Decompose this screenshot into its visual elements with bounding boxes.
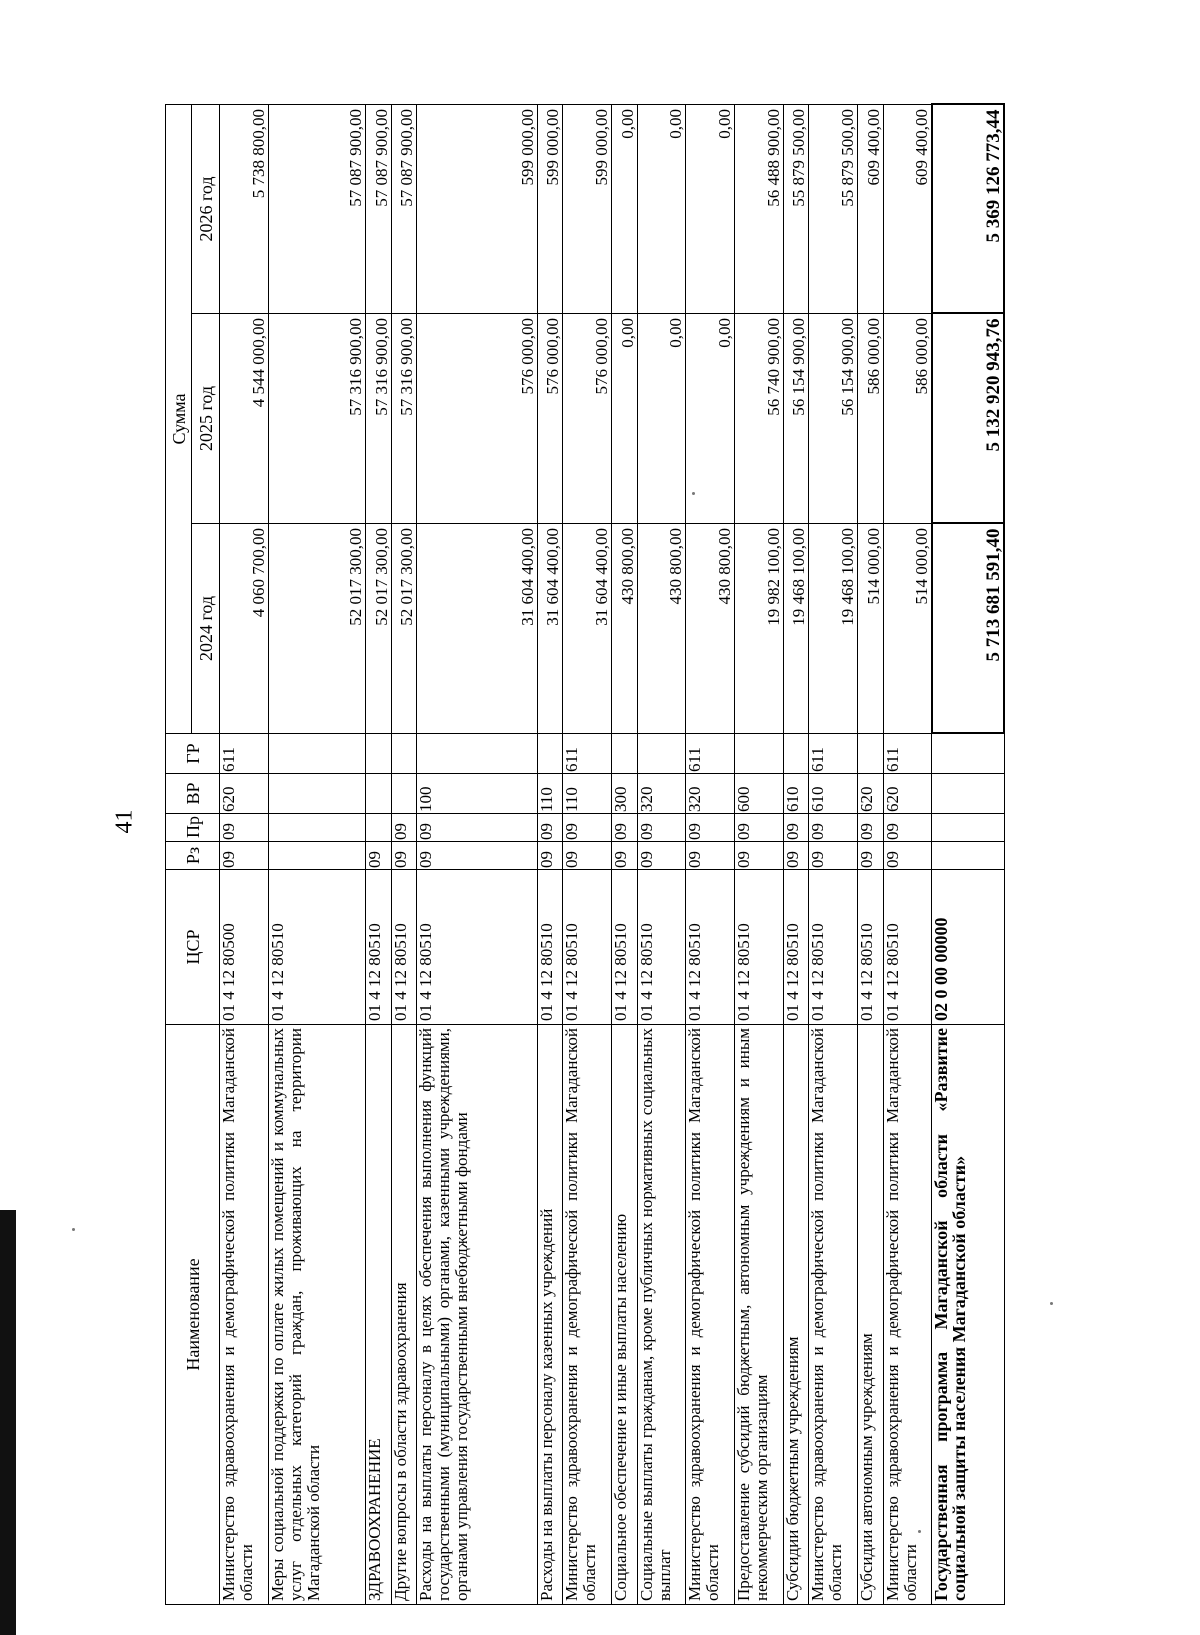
row-name-cell: Расходы на выплаты персоналу казенных учреждений <box>538 1025 563 1605</box>
row-vr-cell <box>391 774 416 814</box>
row-name-cell: Субсидии бюджетным учреждениям <box>783 1025 808 1605</box>
row-2026-cell: 0,00 <box>612 104 637 313</box>
table-row <box>883 104 932 1604</box>
row-csr-cell: 01 4 12 80510 <box>858 870 883 1025</box>
row-2024-cell: 430 800,00 <box>637 524 686 734</box>
row-gr-cell <box>735 734 784 774</box>
scan-dot <box>72 1228 75 1231</box>
row-2026-cell: 57 087 900,00 <box>391 104 416 313</box>
row-2024-cell: 430 800,00 <box>686 524 735 734</box>
table-row <box>783 104 808 1604</box>
row-rz-cell: 09 <box>686 842 735 870</box>
row-2025-cell: 576 000,00 <box>563 314 612 524</box>
row-rz-cell: 09 <box>809 842 858 870</box>
row-2025-cell: 576 000,00 <box>538 314 563 524</box>
row-vr-cell <box>268 774 366 814</box>
row-2025-cell: 5 132 920 943,76 <box>932 314 1004 524</box>
row-2026-cell: 0,00 <box>686 104 735 313</box>
row-2026-cell: 599 000,00 <box>563 104 612 313</box>
row-gr-cell: 611 <box>220 734 269 774</box>
row-vr-cell: 620 <box>883 774 932 814</box>
row-2026-cell: 609 400,00 <box>858 104 883 313</box>
row-2024-cell: 4 060 700,00 <box>220 524 269 734</box>
row-2025-cell: 4 544 000,00 <box>220 314 269 524</box>
row-csr-cell: 01 4 12 80510 <box>391 870 416 1025</box>
row-pr-cell: 09 <box>391 814 416 842</box>
row-name-cell: Министерство здравоохранения и демографической политики Магаданской области <box>809 1025 858 1605</box>
row-rz-cell: 09 <box>735 842 784 870</box>
table-row <box>220 104 269 1604</box>
row-name-cell: Министерство здравоохранения и демографической политики Магаданской области <box>220 1025 269 1605</box>
row-pr-cell: 09 <box>735 814 784 842</box>
table-row <box>932 104 1004 1604</box>
header-csr: ЦСР <box>166 870 220 1025</box>
row-pr-cell: 09 <box>809 814 858 842</box>
scan-dot <box>1050 1302 1053 1305</box>
row-pr-cell: 09 <box>686 814 735 842</box>
row-2024-cell: 514 000,00 <box>883 524 932 734</box>
row-gr-cell <box>391 734 416 774</box>
table-row <box>366 104 391 1604</box>
row-2026-cell: 57 087 900,00 <box>268 104 366 313</box>
table-row <box>809 104 858 1604</box>
header-vr: ВР <box>166 774 220 814</box>
row-vr-cell: 610 <box>809 774 858 814</box>
row-2024-cell: 52 017 300,00 <box>366 524 391 734</box>
row-pr-cell: 09 <box>637 814 686 842</box>
table-row <box>417 104 538 1604</box>
row-pr-cell: 09 <box>883 814 932 842</box>
table-row <box>391 104 416 1604</box>
table-row <box>538 104 563 1604</box>
row-name-cell: Министерство здравоохранения и демографической политики Магаданской области <box>883 1025 932 1605</box>
row-rz-cell: 09 <box>858 842 883 870</box>
row-csr-cell: 01 4 12 80500 <box>220 870 269 1025</box>
row-vr-cell: 110 <box>538 774 563 814</box>
row-pr-cell <box>366 814 391 842</box>
row-2026-cell: 609 400,00 <box>883 104 932 313</box>
row-gr-cell: 611 <box>883 734 932 774</box>
row-vr-cell: 300 <box>612 774 637 814</box>
row-2025-cell: 0,00 <box>637 314 686 524</box>
row-gr-cell: 611 <box>563 734 612 774</box>
row-name-cell: Социальные выплаты гражданам, кроме публичных нормативных социальных выплат <box>637 1025 686 1605</box>
row-2026-cell: 5 369 126 773,44 <box>932 104 1004 313</box>
table-row <box>268 104 366 1604</box>
row-name-cell: Социальное обеспечение и иные выплаты населению <box>612 1025 637 1605</box>
row-2024-cell: 19 468 100,00 <box>809 524 858 734</box>
row-2025-cell: 56 154 900,00 <box>809 314 858 524</box>
budget-table <box>165 103 1005 1605</box>
header-name: Наименование <box>166 1025 220 1605</box>
row-csr-cell: 01 4 12 80510 <box>538 870 563 1025</box>
row-vr-cell: 110 <box>563 774 612 814</box>
row-2025-cell: 0,00 <box>612 314 637 524</box>
row-pr-cell <box>268 814 366 842</box>
rotated-page-content <box>165 105 1005 1605</box>
row-2026-cell: 599 000,00 <box>538 104 563 313</box>
table-row <box>735 104 784 1604</box>
row-csr-cell: 01 4 12 80510 <box>735 870 784 1025</box>
header-pr: Пр <box>166 814 220 842</box>
row-rz-cell: 09 <box>391 842 416 870</box>
row-name-cell: Министерство здравоохранения и демографической политики Магаданской области <box>563 1025 612 1605</box>
row-2026-cell: 5 738 800,00 <box>220 104 269 313</box>
row-vr-cell: 100 <box>417 774 538 814</box>
row-rz-cell: 09 <box>220 842 269 870</box>
row-2024-cell: 514 000,00 <box>858 524 883 734</box>
row-vr-cell: 320 <box>637 774 686 814</box>
table-body <box>220 104 1005 1604</box>
row-rz-cell: 09 <box>563 842 612 870</box>
row-pr-cell: 09 <box>563 814 612 842</box>
row-rz-cell: 09 <box>637 842 686 870</box>
row-2026-cell: 56 488 900,00 <box>735 104 784 313</box>
row-2025-cell: 57 316 900,00 <box>391 314 416 524</box>
table-row <box>686 104 735 1604</box>
row-2026-cell: 57 087 900,00 <box>366 104 391 313</box>
table-row <box>858 104 883 1604</box>
row-2025-cell: 0,00 <box>686 314 735 524</box>
row-gr-cell <box>858 734 883 774</box>
row-csr-cell: 01 4 12 80510 <box>563 870 612 1025</box>
row-2024-cell: 31 604 400,00 <box>563 524 612 734</box>
row-csr-cell: 02 0 00 00000 <box>932 870 1004 1025</box>
row-csr-cell: 01 4 12 80510 <box>612 870 637 1025</box>
row-name-cell: Субсидии автономным учреждениям <box>858 1025 883 1605</box>
row-2026-cell: 599 000,00 <box>417 104 538 313</box>
row-name-cell: Министерство здравоохранения и демографической политики Магаданской области <box>686 1025 735 1605</box>
row-vr-cell: 600 <box>735 774 784 814</box>
row-name-cell: Предоставление субсидий бюджетным, автономным учреждениям и иным некоммерческим организациям <box>735 1025 784 1605</box>
row-csr-cell: 01 4 12 80510 <box>783 870 808 1025</box>
header-2025: 2025 год <box>192 314 220 524</box>
row-rz-cell <box>932 842 1004 870</box>
row-vr-cell: 620 <box>220 774 269 814</box>
row-2024-cell: 52 017 300,00 <box>391 524 416 734</box>
row-2024-cell: 5 713 681 591,40 <box>932 524 1004 734</box>
row-2026-cell: 0,00 <box>637 104 686 313</box>
row-pr-cell: 09 <box>220 814 269 842</box>
row-pr-cell: 09 <box>858 814 883 842</box>
row-gr-cell <box>366 734 391 774</box>
row-gr-cell <box>417 734 538 774</box>
row-name-cell: Расходы на выплаты персоналу в целях обеспечения выполнения функций государственными (муниципальными) органами, казенными учреждениями, органами управления государственными внебюджетными фондами <box>417 1025 538 1605</box>
header-rz: Рз <box>166 842 220 870</box>
row-2025-cell: 56 740 900,00 <box>735 314 784 524</box>
row-vr-cell <box>932 774 1004 814</box>
header-2026: 2026 год <box>192 104 220 313</box>
table-row <box>612 104 637 1604</box>
row-2025-cell: 576 000,00 <box>417 314 538 524</box>
row-2025-cell: 57 316 900,00 <box>366 314 391 524</box>
row-gr-cell <box>612 734 637 774</box>
row-2025-cell: 586 000,00 <box>883 314 932 524</box>
scan-binding-edge <box>0 1210 16 1635</box>
row-csr-cell: 01 4 12 80510 <box>637 870 686 1025</box>
row-csr-cell: 01 4 12 80510 <box>366 870 391 1025</box>
row-name-cell: Меры социальной поддержки по оплате жилых помещений и коммунальных услуг отдельных категорий граждан, проживающих на территории Магаданской области <box>268 1025 366 1605</box>
row-2024-cell: 31 604 400,00 <box>538 524 563 734</box>
row-rz-cell: 09 <box>366 842 391 870</box>
page-number: 41 <box>111 809 138 834</box>
row-2024-cell: 52 017 300,00 <box>268 524 366 734</box>
table-row <box>637 104 686 1604</box>
row-csr-cell: 01 4 12 80510 <box>417 870 538 1025</box>
row-gr-cell <box>637 734 686 774</box>
row-2026-cell: 55 879 500,00 <box>809 104 858 313</box>
row-pr-cell: 09 <box>783 814 808 842</box>
row-name-cell: Другие вопросы в области здравоохранения <box>391 1025 416 1605</box>
row-rz-cell: 09 <box>783 842 808 870</box>
header-gr: ГР <box>166 734 220 774</box>
row-gr-cell <box>268 734 366 774</box>
row-2025-cell: 586 000,00 <box>858 314 883 524</box>
row-gr-cell: 611 <box>686 734 735 774</box>
row-vr-cell <box>366 774 391 814</box>
row-name-cell: Государственная программа Магаданской области «Развитие социальной защиты населения Магаданской области» <box>932 1025 1004 1605</box>
row-pr-cell <box>932 814 1004 842</box>
row-csr-cell: 01 4 12 80510 <box>686 870 735 1025</box>
row-2024-cell: 430 800,00 <box>612 524 637 734</box>
row-rz-cell: 09 <box>612 842 637 870</box>
row-vr-cell: 320 <box>686 774 735 814</box>
row-pr-cell: 09 <box>417 814 538 842</box>
row-gr-cell <box>932 734 1004 774</box>
row-csr-cell: 01 4 12 80510 <box>809 870 858 1025</box>
header-sum: Сумма <box>166 104 192 733</box>
row-2026-cell: 55 879 500,00 <box>783 104 808 313</box>
row-csr-cell: 01 4 12 80510 <box>268 870 366 1025</box>
row-2024-cell: 19 982 100,00 <box>735 524 784 734</box>
row-rz-cell: 09 <box>538 842 563 870</box>
row-gr-cell: 611 <box>809 734 858 774</box>
table-row <box>563 104 612 1604</box>
row-vr-cell: 610 <box>783 774 808 814</box>
header-2024: 2024 год <box>192 524 220 734</box>
row-vr-cell: 620 <box>858 774 883 814</box>
row-rz-cell <box>268 842 366 870</box>
row-gr-cell <box>538 734 563 774</box>
row-rz-cell: 09 <box>883 842 932 870</box>
row-2025-cell: 57 316 900,00 <box>268 314 366 524</box>
row-2024-cell: 19 468 100,00 <box>783 524 808 734</box>
row-rz-cell: 09 <box>417 842 538 870</box>
row-pr-cell: 09 <box>538 814 563 842</box>
row-name-cell: ЗДРАВООХРАНЕНИЕ <box>366 1025 391 1605</box>
row-gr-cell <box>783 734 808 774</box>
row-2024-cell: 31 604 400,00 <box>417 524 538 734</box>
row-csr-cell: 01 4 12 80510 <box>883 870 932 1025</box>
row-2025-cell: 56 154 900,00 <box>783 314 808 524</box>
table-header <box>166 104 220 1604</box>
row-pr-cell: 09 <box>612 814 637 842</box>
